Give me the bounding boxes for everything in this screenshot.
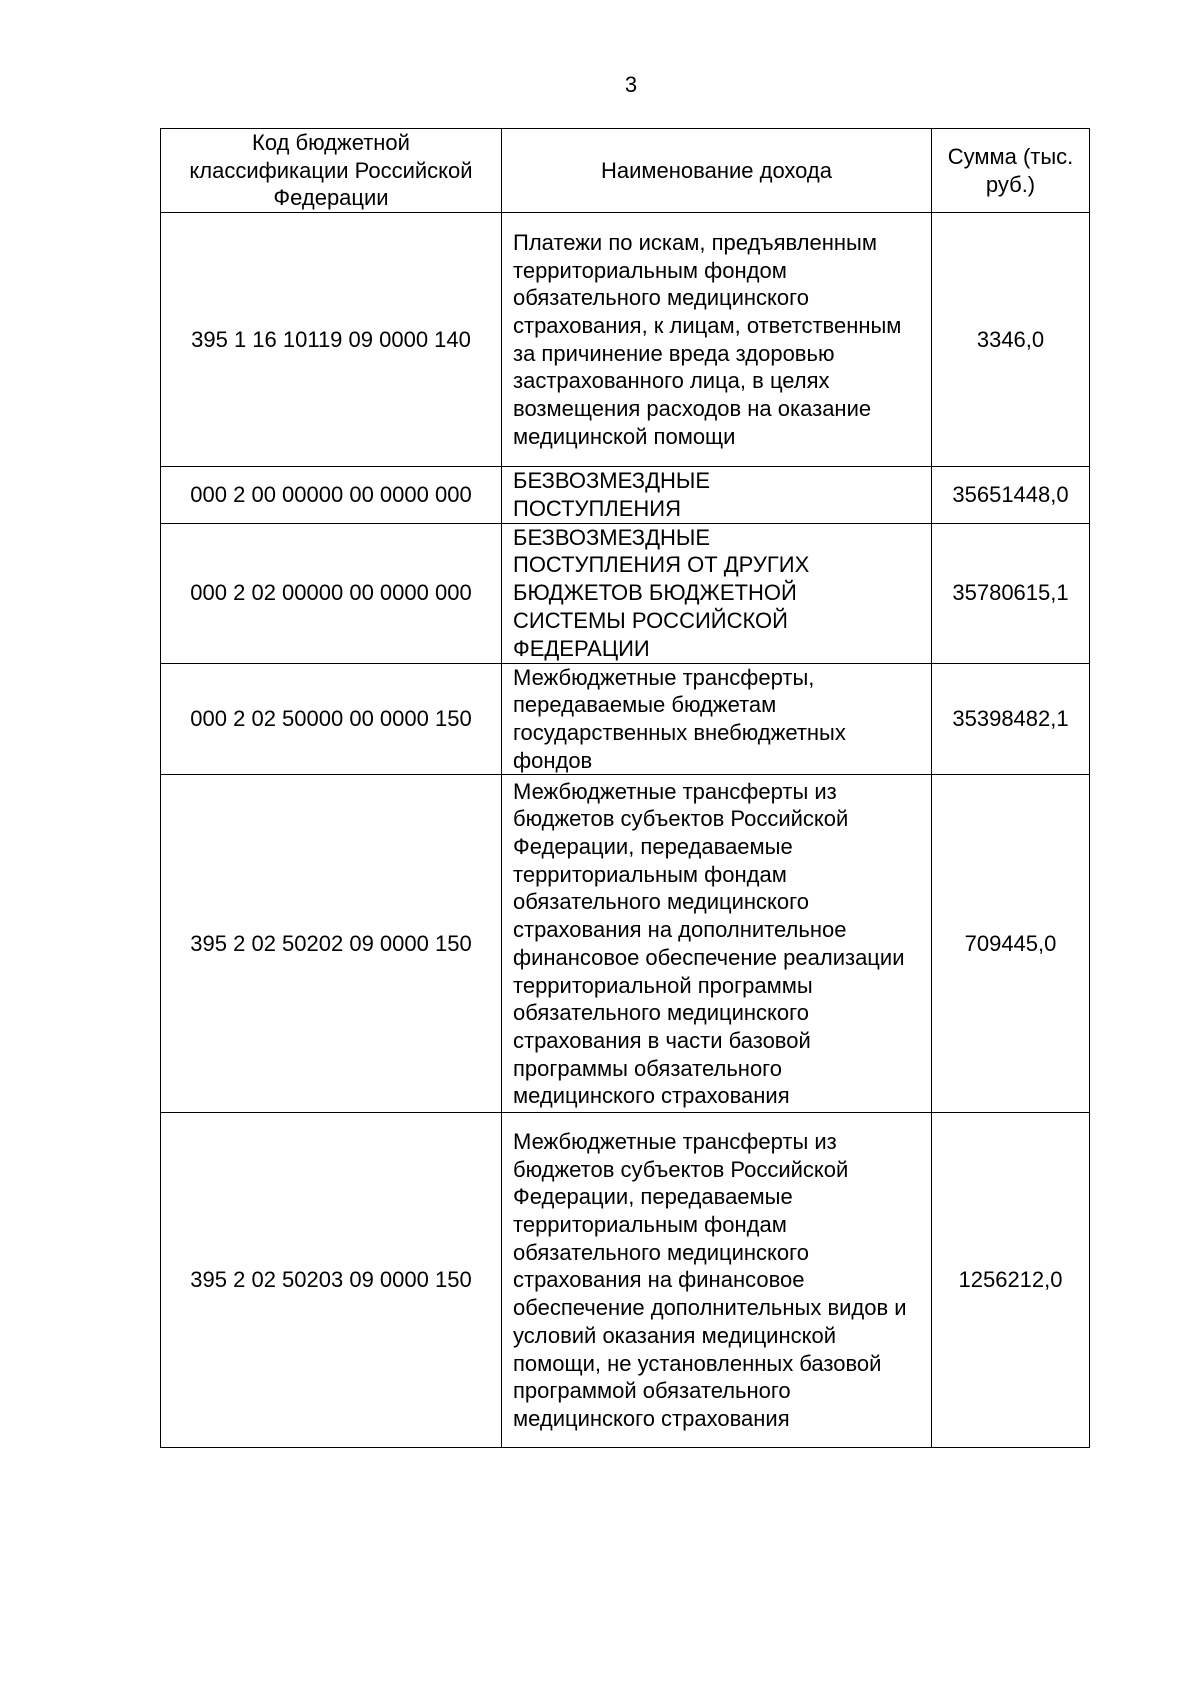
row-name: Межбюджетные трансферты из бюджетов субъектов Российской Федерации, передаваемые территориальным фондам обязательного медицинского страхования на дополнительное финансовое обеспечение реализации территориальной программы обязательного медицинского страхования в части базовой программы обязательного медицинского страхования (502, 775, 932, 1113)
row-sum: 1256212,0 (932, 1113, 1090, 1448)
header-name: Наименование дохода (502, 129, 932, 213)
row-name: Платежи по искам, предъявленным территориальным фондом обязательного медицинского страхования, к лицам, ответственным за причинение вреда здоровью застрахованного лица, в целях возмещения расходов на оказание медицинской помощи (502, 213, 932, 467)
table-row (161, 213, 1090, 467)
table-row (161, 1113, 1090, 1448)
row-sum: 35651448,0 (932, 467, 1090, 523)
row-code: 000 2 02 50000 00 0000 150 (161, 663, 502, 775)
header-sum: Сумма (тыс. руб.) (932, 129, 1090, 213)
income-table (160, 128, 1090, 1448)
header-code: Код бюджетной классификации Российской Федерации (161, 129, 502, 213)
table-row (161, 663, 1090, 775)
row-sum: 3346,0 (932, 213, 1090, 467)
row-name: БЕЗВОЗМЕЗДНЫЕ ПОСТУПЛЕНИЯ (502, 467, 932, 523)
row-code: 395 1 16 10119 09 0000 140 (161, 213, 502, 467)
page-number: 3 (624, 72, 638, 97)
row-sum: 35398482,1 (932, 663, 1090, 775)
table-row (161, 775, 1090, 1113)
row-name: БЕЗВОЗМЕЗДНЫЕ ПОСТУПЛЕНИЯ ОТ ДРУГИХ БЮДЖЕТОВ БЮДЖЕТНОЙ СИСТЕМЫ РОССИЙСКОЙ ФЕДЕРАЦИИ (502, 523, 932, 663)
table-row (161, 523, 1090, 663)
row-sum: 709445,0 (932, 775, 1090, 1113)
row-sum: 35780615,1 (932, 523, 1090, 663)
row-code: 000 2 02 00000 00 0000 000 (161, 523, 502, 663)
row-code: 395 2 02 50202 09 0000 150 (161, 775, 502, 1113)
table-header-row (161, 129, 1090, 213)
row-code: 395 2 02 50203 09 0000 150 (161, 1113, 502, 1448)
row-name: Межбюджетные трансферты из бюджетов субъектов Российской Федерации, передаваемые территориальным фондам обязательного медицинского страхования на финансовое обеспечение дополнительных видов и условий оказания медицинской помощи, не установленных базовой программой обязательного медицинского страхования (502, 1113, 932, 1448)
row-name: Межбюджетные трансферты, передаваемые бюджетам государственных внебюджетных фондов (502, 663, 932, 775)
row-code: 000 2 00 00000 00 0000 000 (161, 467, 502, 523)
table-row (161, 467, 1090, 523)
